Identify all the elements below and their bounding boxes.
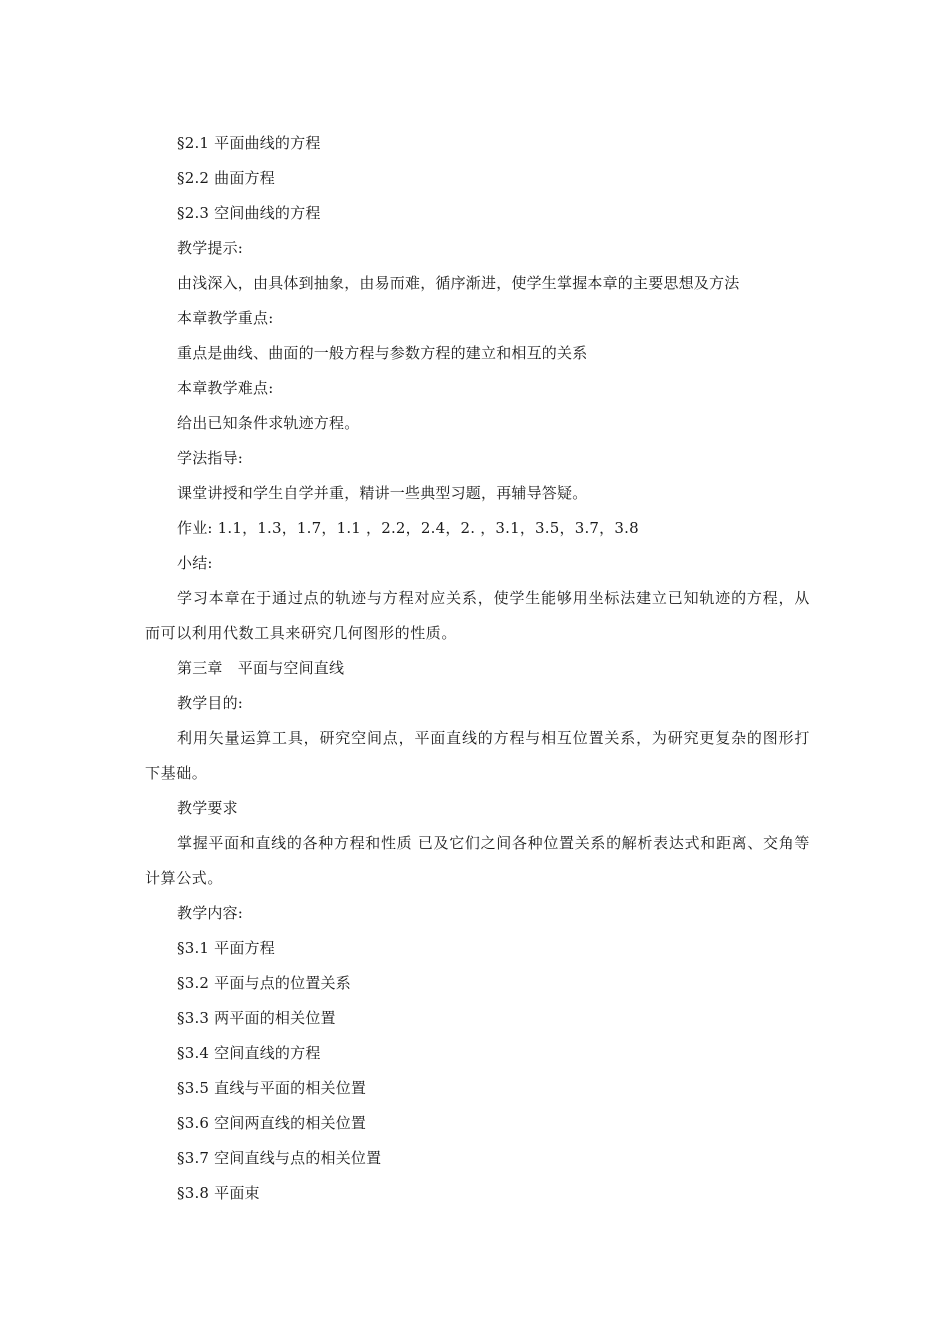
section-3-4: §3.4 空间直线的方程 [177,1044,321,1062]
key-point-text: 重点是曲线、曲面的一般方程与参数方程的建立和相互的关系 [177,344,588,362]
section-2-3: §2.3 空间曲线的方程 [177,204,321,222]
study-method-heading: 学法指导: [177,449,244,467]
teaching-tip-text: 由浅深入，由具体到抽象，由易而难，循序渐进，使学生掌握本章的主要思想及方法 [177,274,740,292]
chapter3-title: 第三章 平面与空间直线 [177,659,345,677]
section-3-7: §3.7 空间直线与点的相关位置 [177,1149,382,1167]
section-3-1: §3.1 平面方程 [177,939,275,957]
section-3-3: §3.3 两平面的相关位置 [177,1009,336,1027]
section-3-5: §3.5 直线与平面的相关位置 [177,1079,367,1097]
teaching-tip-heading: 教学提示: [177,239,244,257]
document-body [145,126,810,1211]
difficulty-heading: 本章教学难点: [177,379,274,397]
requirement-heading: 教学要求 [177,799,238,817]
objective-heading: 教学目的: [177,694,244,712]
summary-text: 学习本章在于通过点的轨迹与方程对应关系，使学生能够用坐标法建立已知轨迹的方程，从而可以利用代数工具来研究几何图形的性质。 [145,589,810,642]
summary-heading: 小结: [177,554,213,572]
content-heading: 教学内容: [177,904,244,922]
section-2-1: §2.1 平面曲线的方程 [177,134,321,152]
study-method-text: 课堂讲授和学生自学并重，精讲一些典型习题，再辅导答疑。 [177,484,588,502]
section-3-2: §3.2 平面与点的位置关系 [177,974,351,992]
section-3-8: §3.8 平面束 [177,1184,260,1202]
section-2-2: §2.2 曲面方程 [177,169,275,187]
objective-text: 利用矢量运算工具，研究空间点，平面直线的方程与相互位置关系，为研究更复杂的图形打下基础。 [145,729,810,782]
key-point-heading: 本章教学重点: [177,309,274,327]
section-3-6: §3.6 空间两直线的相关位置 [177,1114,367,1132]
difficulty-text: 给出已知条件求轨迹方程。 [177,414,360,432]
homework-text: 作业: 1.1，1.3，1.7，1.1 ，2.2，2.4，2. ，3.1，3.5，3.7，3.8 [177,519,639,537]
requirement-text: 掌握平面和直线的各种方程和性质 已及它们之间各种位置关系的解析表达式和距离、交角等计算公式。 [145,834,810,887]
